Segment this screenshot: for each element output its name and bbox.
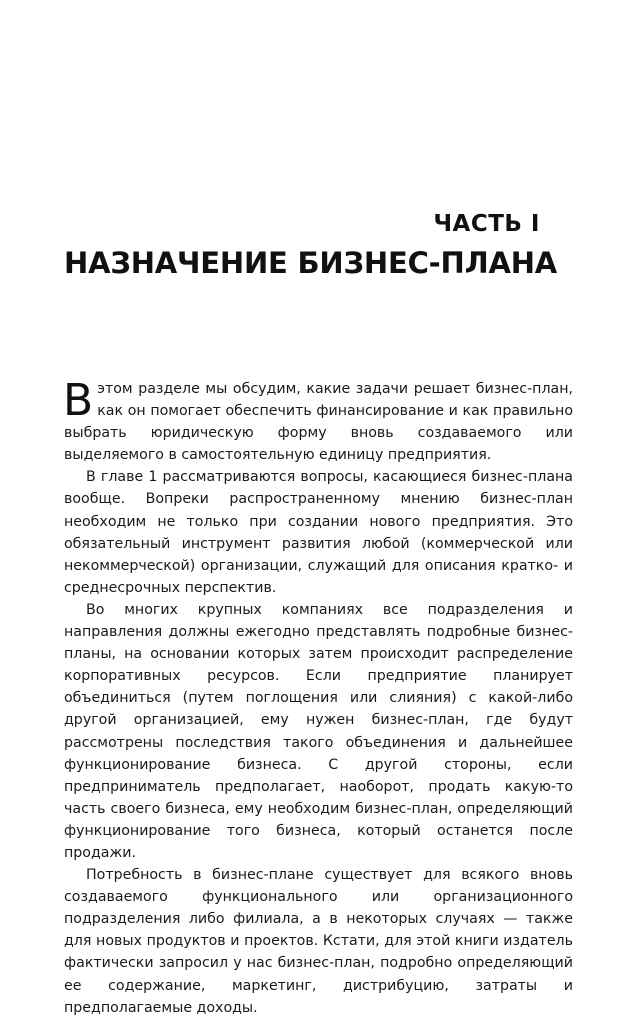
paragraph-3: Потребность в бизнес-плане существует для всякого вновь создаваемого функционального или организационного подразделения либо филиала, а в некоторых случаях — также для новых продуктов и проектов. Кстати, для этой книги издатель фактически запросил у нас бизнес-план, подробно определяющий ее содержание, маркетинг, дистрибуцию, затраты и предполагаемые доходы. <box>64 867 573 1016</box>
intro-paragraph <box>63 375 573 466</box>
paragraph-1: В главе 1 рассматриваются вопросы, касающиеся бизнес-плана вообще. Вопреки распространенному мнению бизнес-план необходим не только при создании нового предприятия. Это обязательный инструмент развития любой (коммерческой или некоммерческой) организации, служащий для описания кратко- и среднесрочных перспектив. <box>64 469 573 596</box>
part-title: НАЗНАЧЕНИЕ БИЗНЕС-ПЛАНА <box>64 246 558 280</box>
part-label: ЧАСТЬ I <box>433 211 540 237</box>
body-text <box>63 375 573 1019</box>
paragraph-2: Во многих крупных компаниях все подразделения и направления должны ежегодно представлять подробные бизнес-планы, на основании которых затем происходит распределение корпоративных ресурсов. Если предприятие планирует объединиться (путем поглощения или слияния) с какой-либо другой организацией, ему нужен бизнес-план, где будут рассмотрены последствия такого объединения и дальнейшее функционирование бизнеса. С другой стороны, если предприниматель предполагает, наоборот, продать какую-то часть своего бизнеса, ему необходим бизнес-план, определяющий функционирование того бизнеса, который останется после продажи. <box>64 601 573 861</box>
drop-cap: В <box>63 375 94 426</box>
intro-text: этом разделе мы обсудим, какие задачи решает бизнес-план, как он помогает обеспечить финансирование и как правильно выбрать юридическую форму вновь создаваемого или выделяемого в самостоятельную единицу предприятия. <box>64 381 573 464</box>
